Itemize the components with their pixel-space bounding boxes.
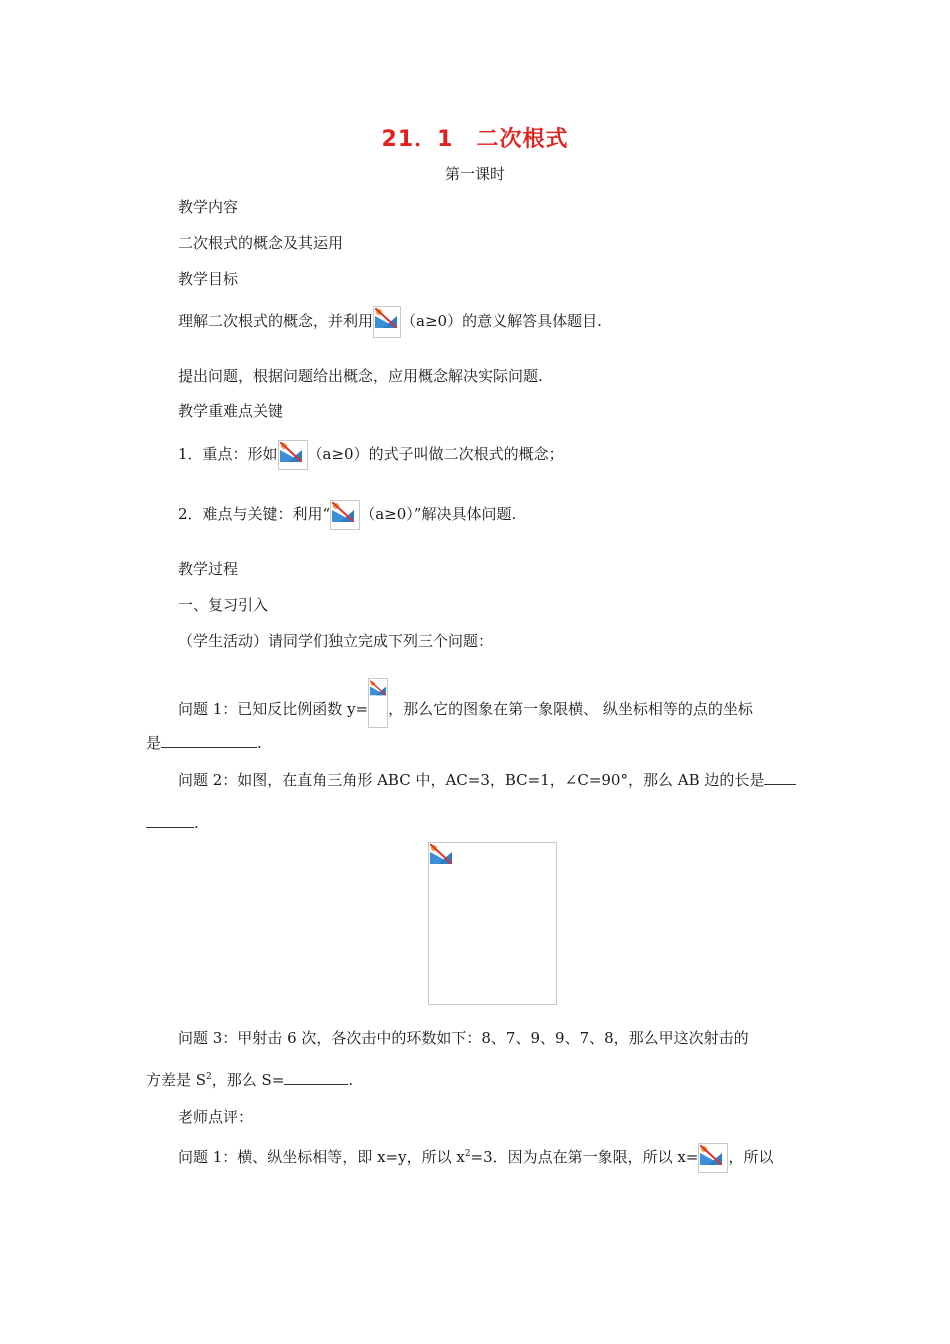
question-text: ，那么它的图象在第一象限横、 纵坐标相等的点的坐标 [388, 700, 753, 718]
question-text: 是 [146, 734, 162, 752]
question-3: 问题 3：甲射击 6 次，各次击中的环数如下：8、7、9、9、7、8，那么甲这次射击的 [178, 1029, 749, 1047]
superscript: 2 [464, 1149, 471, 1159]
key-point-text: （a≥0）”解决具体问题. [360, 505, 517, 523]
superscript: 2 [206, 1072, 212, 1082]
question-text: ，那么 S= [211, 1071, 285, 1089]
answer-text: ，所以 [728, 1148, 774, 1166]
key-point-text: 1．重点：形如 [178, 445, 278, 463]
activity-text: （学生活动）请同学们独立完成下列三个问题： [178, 632, 494, 650]
answer-blank [146, 813, 194, 828]
question-text: 方差是 S [146, 1071, 207, 1089]
answer-text: 问题 1：横、纵坐标相等，即 x=y，所以 x [178, 1148, 465, 1166]
answer-blank [764, 770, 796, 785]
question-3-answer [146, 1070, 353, 1090]
question-text: . [257, 734, 262, 752]
goal-text-part: （a≥0）的意义解答具体题目. [401, 312, 602, 330]
broken-image-icon [330, 500, 360, 530]
broken-image-icon [430, 844, 452, 864]
question-text: 问题 1：已知反比例函数 y= [178, 700, 369, 718]
question-2-answer [146, 813, 199, 833]
question-1 [178, 678, 753, 728]
answer-1 [178, 1143, 773, 1173]
page-subtitle: 第一课时 [444, 165, 505, 183]
question-text: . [194, 814, 199, 832]
content-text: 二次根式的概念及其运用 [178, 234, 344, 252]
question-text: . [348, 1071, 354, 1089]
broken-image-icon [278, 440, 308, 470]
question-text: 问题 2：如图，在直角三角形 ABC 中，AC=3，BC=1，∠C=90°，那么 AB 边的长是 [178, 771, 765, 789]
question-1-answer [146, 733, 262, 753]
key-point-text: 2．难点与关键：利用“ [178, 505, 331, 523]
goal-text [178, 306, 602, 338]
answer-blank [284, 1070, 348, 1085]
goal-text-part: 理解二次根式的概念，并利用 [178, 312, 374, 330]
goal-text-2: 提出问题，根据问题给出概念，应用概念解决实际问题. [178, 367, 543, 385]
answer-blank [161, 733, 257, 748]
key-heading: 教学重难点关键 [178, 402, 284, 420]
review-heading: 一、复习引入 [178, 596, 269, 614]
broken-image-icon [373, 306, 401, 338]
triangle-figure-placeholder [428, 842, 557, 1005]
broken-image-icon [698, 1143, 728, 1173]
key-point-1 [178, 440, 564, 470]
answer-text: =3．因为点在第一象限，所以 x= [470, 1148, 699, 1166]
process-heading: 教学过程 [178, 560, 239, 578]
content-heading: 教学内容 [178, 198, 239, 216]
goal-heading: 教学目标 [178, 270, 239, 288]
key-point-2 [178, 500, 516, 530]
teacher-heading: 老师点评： [178, 1108, 254, 1126]
key-point-text: （a≥0）的式子叫做二次根式的概念； [307, 445, 564, 463]
broken-image-icon [368, 678, 388, 728]
question-2 [178, 770, 796, 790]
page-title: 21．1 二次根式 [381, 127, 569, 152]
